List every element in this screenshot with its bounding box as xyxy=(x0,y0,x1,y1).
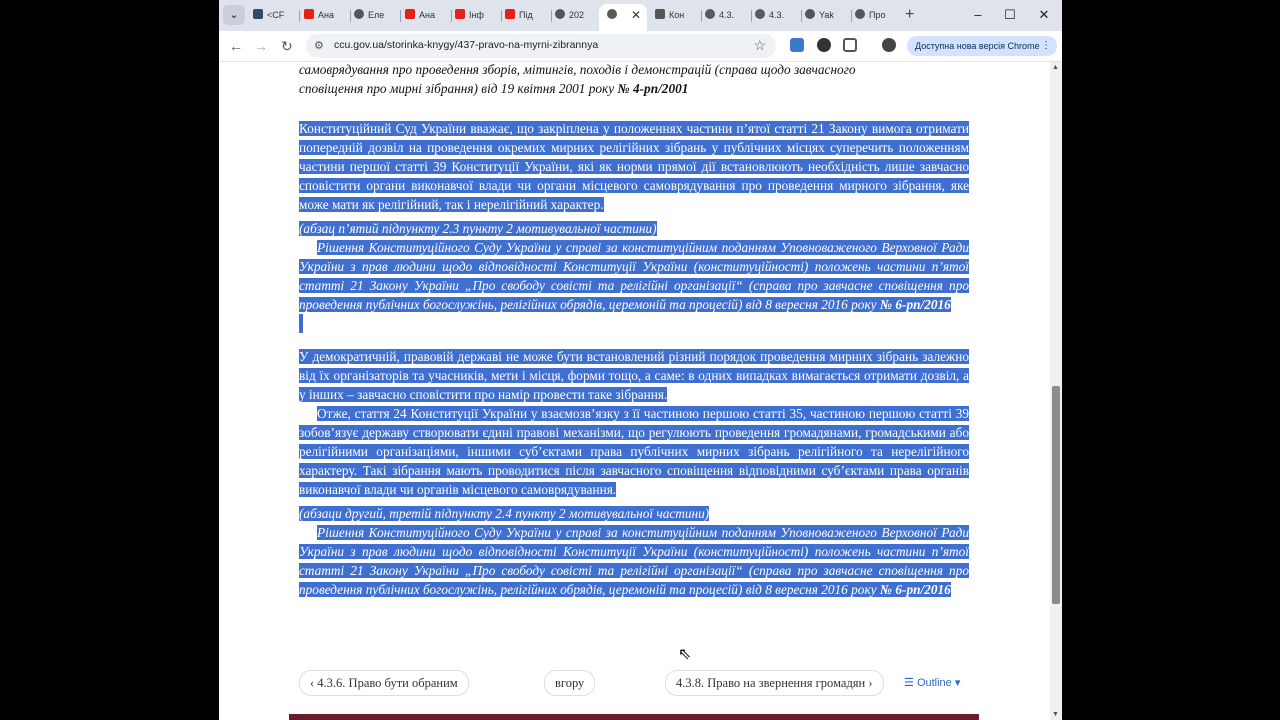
list-icon: ☰ xyxy=(904,677,914,689)
browser-window xyxy=(219,0,1062,720)
new-tab-plus-icon[interactable]: + xyxy=(905,6,915,23)
puzzle-extensions-icon[interactable] xyxy=(843,38,857,52)
decision-1 xyxy=(299,238,969,333)
scrollbar-thumb[interactable] xyxy=(1052,386,1060,604)
maximize-icon[interactable]: ☐ xyxy=(1004,7,1016,22)
profile-avatar-icon[interactable] xyxy=(882,38,896,52)
intro-line-2: сповіщення про мирні зібрання) від 19 квітня 2001 року xyxy=(299,81,618,96)
decision-1-text: Рішення Конституційного Суду України у справі за конституційним поданням Уповноваженого Верховної Ради України з прав людини щодо відповідності Конституції України (конституційності) положень частини п’ятої статті 21 Закону України „Про свободу совісті та релігійні організації“ (справа про завчасне сповіщення про проведення публічних богослужінь, релігійних обрядів, церемоній та процесій) від 8 вересня 2016 року xyxy=(299,240,969,312)
chrome-update-button[interactable] xyxy=(907,36,1057,56)
ccu-favicon-icon xyxy=(705,9,715,19)
tab-separator xyxy=(350,10,351,22)
paragraph-1-text: Конституційний Суд України вважає, що закріплена у положеннях частини п’ятої статті 21 Закону вимога отримати попередній дозвіл на проведення окремих мирних релігійних зібрань у публічних місцях суперечить положенням частини першої статті 39 Конституції України, які як норми прямої дії встановлюють необхідність лише завчасно сповістити органи виконавчої влади чи органи місцевого самоврядування про проведення мирного зібрання, яке може мати як релігійний, так і нерелігійний характер. xyxy=(299,121,969,212)
page-content xyxy=(219,62,1050,720)
tab-label: 4.3. xyxy=(719,10,735,20)
youtube-icon xyxy=(505,9,515,19)
tab-active[interactable] xyxy=(599,4,647,31)
footer-bar xyxy=(289,714,979,720)
tab-separator xyxy=(551,10,552,22)
tab-4[interactable] xyxy=(455,4,499,27)
reference-1-text: (абзац п’ятий підпункту 2.3 пункту 2 мотивувальної частини) xyxy=(299,221,657,236)
tab-11[interactable] xyxy=(805,4,849,27)
extension-icon[interactable] xyxy=(817,38,831,52)
tab-separator xyxy=(400,10,401,22)
tab-search-chevron-icon[interactable]: ⌄ xyxy=(223,5,245,25)
decision-2 xyxy=(299,523,969,599)
reload-icon[interactable]: ↻ xyxy=(281,38,293,54)
tab-label: 202 xyxy=(569,10,585,20)
url-text: ccu.gov.ua/storinka-knygy/437-pravo-na-myrni-zibrannya xyxy=(334,39,599,51)
bank-icon xyxy=(655,9,665,19)
site-info-icon[interactable]: ⚙ xyxy=(314,40,324,52)
reference-2 xyxy=(299,504,969,523)
youtube-icon xyxy=(304,9,314,19)
outline-dropdown[interactable] xyxy=(904,676,960,689)
caret-down-icon: ▾ xyxy=(954,677,961,689)
decision-1-number: № 6-рп/2016 xyxy=(879,297,951,312)
tab-9[interactable] xyxy=(705,4,749,27)
tab-label: Кон xyxy=(669,10,685,20)
tab-label: <CF xyxy=(267,10,285,20)
tab-separator xyxy=(851,10,852,22)
article xyxy=(299,62,969,599)
globe-icon xyxy=(855,9,865,19)
globe-icon xyxy=(805,9,815,19)
prev-page-button[interactable] xyxy=(299,670,469,696)
tab-separator xyxy=(801,10,802,22)
close-tab-icon[interactable]: ✕ xyxy=(630,8,641,22)
decision-2-number: № 6-рп/2016 xyxy=(879,582,951,597)
tab-label: 4.3. xyxy=(769,10,785,20)
next-page-label: 4.3.8. Право на звернення громадян › xyxy=(676,676,873,690)
bookmark-star-icon[interactable]: ☆ xyxy=(753,37,766,53)
youtube-icon xyxy=(455,9,465,19)
tab-12[interactable] xyxy=(855,4,899,27)
update-label: Доступна нова версія Chrome xyxy=(915,41,1040,51)
intro-line-1: самоврядування про проведення зборів, мітингів, походів і демонстрацій (справа щодо завчасного xyxy=(299,62,856,77)
ccu-favicon-icon xyxy=(755,9,765,19)
reference-2-text: (абзаци другий, третій підпункту 2.4 пункту 2 мотивувальної частини) xyxy=(299,506,710,521)
top-button[interactable] xyxy=(544,670,595,696)
download-extension-icon[interactable] xyxy=(790,38,804,52)
next-page-button[interactable] xyxy=(665,670,884,696)
globe-icon xyxy=(555,9,565,19)
paragraph-1 xyxy=(299,119,969,214)
tab-label: Під xyxy=(519,10,533,20)
tab-0[interactable] xyxy=(253,4,297,27)
close-window-icon[interactable]: ✕ xyxy=(1038,7,1050,22)
tab-2[interactable] xyxy=(354,4,398,27)
tab-strip xyxy=(219,0,1062,31)
address-bar[interactable] xyxy=(306,34,776,58)
tab-separator xyxy=(501,10,502,22)
mouse-cursor-icon: ⇖ xyxy=(678,646,692,663)
tab-1[interactable] xyxy=(304,4,348,27)
tab-separator xyxy=(701,10,702,22)
tab-label: Ана xyxy=(419,10,435,20)
tab-separator xyxy=(299,10,300,22)
tab-6[interactable] xyxy=(555,4,599,27)
decision-number: № 4-рп/2001 xyxy=(617,81,689,96)
scrollbar[interactable] xyxy=(1050,62,1062,720)
tab-8[interactable] xyxy=(655,4,699,27)
paragraph-2-text: У демократичній, правовій державі не може бути встановлений різний порядок проведення мирних зібрань залежно від їх організаторів та учасників, мети і місця, форми тощо, а саме: в одних випадках вимагається отримати дозвіл, а у інших – завчасно сповістити про намір провести таке зібрання. xyxy=(299,349,969,402)
paragraph-3-text: Отже, стаття 24 Конституції України у взаємозв’язку з її частиною першою статті 35, частиною першою статті 39 зобов’язує державу створювати єдині правові механізми, що регулюють проведення громадянами, громадськими або релігійними організаціями, іншими суб’єктами права публічних мирних зібрань релігійного та нерелігійного характеру. Такі зібрання мають проводитися після завчасного сповіщення відповідними суб’єктами права органів виконавчої влади чи органів місцевого самоврядування. xyxy=(299,406,969,497)
outline-label: Outline xyxy=(916,677,952,689)
paragraph-2 xyxy=(299,347,969,404)
paragraph-3 xyxy=(299,404,969,499)
tab-label: Про xyxy=(869,10,886,20)
scroll-up-icon[interactable]: ▲ xyxy=(1052,64,1059,71)
reference-1 xyxy=(299,219,969,238)
tab-separator xyxy=(451,10,452,22)
top-label: вгору xyxy=(555,676,585,690)
youtube-icon xyxy=(405,9,415,19)
back-arrow-icon[interactable]: ← xyxy=(229,38,243,54)
minimize-icon[interactable]: – xyxy=(974,7,982,22)
tab-favicon-icon xyxy=(253,9,263,19)
tab-label: Yak xyxy=(819,10,834,20)
intro-paragraph xyxy=(299,60,969,98)
ccu-favicon-icon xyxy=(607,9,617,19)
tab-label: Еле xyxy=(368,10,385,20)
scroll-down-icon[interactable]: ▼ xyxy=(1052,711,1059,718)
globe-icon xyxy=(354,9,364,19)
prev-page-label: ‹ 4.3.6. Право бути обраним xyxy=(310,676,458,690)
toolbar xyxy=(219,31,1062,62)
tab-5[interactable] xyxy=(505,4,549,27)
tab-label: Ана xyxy=(318,10,334,20)
tab-3[interactable] xyxy=(405,4,449,27)
tab-10[interactable] xyxy=(755,4,799,27)
decision-2-text: Рішення Конституційного Суду України у справі за конституційним поданням Уповноваженого Верховної Ради України з прав людини щодо відповідності Конституції України (конституційності) положень частини п’ятої статті 21 Закону України „Про свободу совісті та релігійні організації“ (справа про завчасне сповіщення про проведення публічних богослужінь, релігійних обрядів, церемоній та процесій) від 8 вересня 2016 року xyxy=(299,525,969,597)
tab-label: Інф xyxy=(469,10,484,20)
forward-arrow-icon[interactable]: → xyxy=(254,38,268,54)
kebab-menu-icon[interactable]: ⋮ xyxy=(1041,40,1051,51)
tab-separator xyxy=(751,10,752,22)
